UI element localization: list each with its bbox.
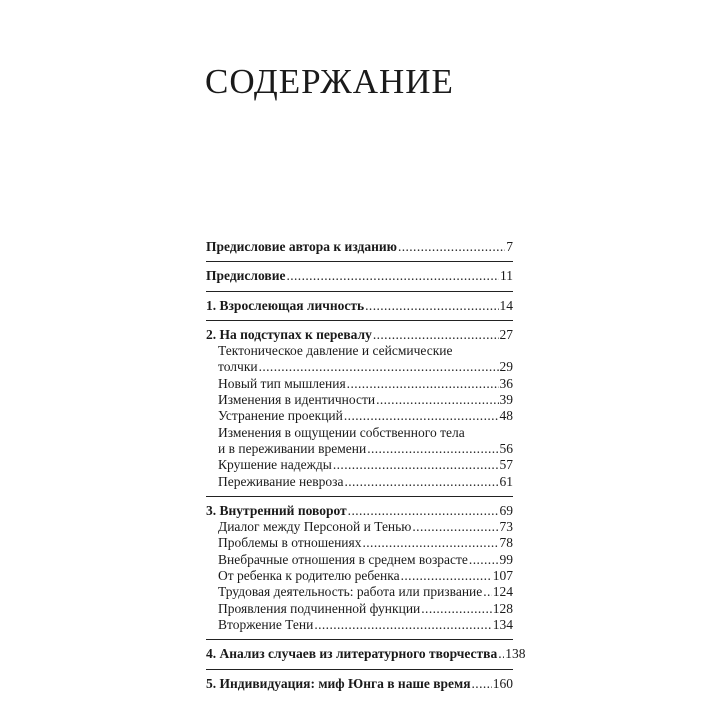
toc-page-number: 29 <box>499 359 513 375</box>
dot-leader <box>286 268 499 284</box>
toc-page-number: 78 <box>499 535 513 551</box>
toc-page-number: 27 <box>499 326 513 342</box>
toc-chapter-entry[interactable] <box>206 676 513 692</box>
table-of-contents <box>206 239 526 704</box>
toc-page-number: 36 <box>499 375 513 391</box>
toc-chapter-entry[interactable] <box>206 503 513 519</box>
toc-subsection-entry[interactable] <box>206 601 513 617</box>
dot-leader <box>472 676 492 692</box>
dot-leader <box>344 474 498 490</box>
toc-subsection-entry[interactable] <box>206 408 513 424</box>
toc-entry-label: Вторжение Тени <box>218 616 314 632</box>
toc-page-number: 73 <box>499 519 513 535</box>
toc-section <box>206 268 513 291</box>
toc-page-number: 99 <box>499 551 513 567</box>
dot-leader <box>259 359 499 375</box>
dot-leader <box>314 617 491 633</box>
dot-leader <box>373 327 499 343</box>
toc-chapter-entry[interactable] <box>206 298 513 314</box>
toc-entry-label: 1. Взрослеющая личность <box>206 297 365 313</box>
toc-entry-label: Предисловие автора к изданию <box>206 239 397 254</box>
dot-leader <box>348 503 499 519</box>
toc-subsection-entry[interactable] <box>206 474 513 490</box>
toc-entry-label: От ребенка к родителю ребенка <box>218 568 400 584</box>
dot-leader <box>469 552 499 568</box>
toc-entry-label: Трудовая деятельность: работа или призвание <box>218 584 483 600</box>
toc-subsection-entry[interactable] <box>206 568 513 584</box>
dot-leader <box>401 568 492 584</box>
dot-leader <box>376 392 498 408</box>
toc-section <box>206 503 513 640</box>
toc-subsection-entry[interactable] <box>206 376 513 392</box>
toc-subsection-entry[interactable] <box>206 617 513 633</box>
toc-section <box>206 298 513 321</box>
toc-entry-label: и в переживании времени <box>218 440 367 456</box>
dot-leader <box>363 535 499 551</box>
toc-page-number: 160 <box>492 675 513 691</box>
toc-page-number: 48 <box>499 408 513 424</box>
toc-page-number: 11 <box>500 268 513 284</box>
toc-subsection-entry[interactable] <box>206 457 513 473</box>
toc-page-number: 107 <box>492 568 513 584</box>
toc-entry-label: Переживание невроза <box>218 473 344 489</box>
toc-chapter-entry[interactable] <box>206 646 526 662</box>
toc-entry-label: Новый тип мышления <box>218 375 346 391</box>
toc-entry-label: 5. Индивидуация: миф Юнга в наше время <box>206 675 471 691</box>
toc-section <box>206 676 513 698</box>
toc-entry-label: Диалог между Персоной и Тенью <box>218 519 412 535</box>
toc-subsection-entry[interactable] <box>206 359 513 375</box>
toc-entry-label: Крушение надежды <box>218 457 332 473</box>
toc-chapter-entry[interactable] <box>206 239 513 255</box>
toc-subsection-entry[interactable] <box>206 552 513 568</box>
dot-leader <box>498 646 504 662</box>
toc-page-number: 124 <box>492 584 513 600</box>
toc-page-number: 69 <box>499 502 513 518</box>
toc-chapter-entry[interactable] <box>206 327 513 343</box>
toc-page-number: 56 <box>499 440 513 456</box>
toc-page-number: 14 <box>499 297 513 313</box>
dot-leader <box>333 457 499 473</box>
toc-entry-label: 3. Внутренний поворот <box>206 502 347 518</box>
toc-page-number: 138 <box>505 646 526 662</box>
toc-page-number: 61 <box>499 473 513 489</box>
dot-leader <box>347 376 499 392</box>
toc-entry-label: 4. Анализ случаев из литературного творчества <box>206 646 498 662</box>
dot-leader <box>483 584 491 600</box>
toc-subsection-entry[interactable] <box>206 441 513 457</box>
toc-entry-label: толчки <box>218 359 258 375</box>
dot-leader <box>421 601 491 617</box>
toc-page-number: 128 <box>492 600 513 616</box>
toc-section <box>206 327 513 497</box>
toc-entry-label-line: Тектоническое давление и сейсмические <box>218 343 453 359</box>
toc-subsection-entry[interactable] <box>206 519 513 535</box>
toc-subsection-entry[interactable] <box>206 584 513 600</box>
toc-entry-label: Внебрачные отношения в среднем возрасте <box>218 551 468 567</box>
toc-chapter-entry[interactable] <box>206 268 513 284</box>
toc-entry-label: Устранение проекций <box>218 408 343 424</box>
toc-subsection-entry[interactable] <box>206 535 513 551</box>
toc-entry-label: Проблемы в отношениях <box>218 535 362 551</box>
dot-leader <box>344 408 499 424</box>
toc-entry-label: 2. На подступах к перевалу <box>206 326 372 342</box>
toc-page-number: 39 <box>499 392 513 408</box>
toc-page-number: 7 <box>506 239 513 254</box>
toc-entry-label: Предисловие <box>206 268 286 284</box>
toc-subsection-entry[interactable] <box>206 392 513 408</box>
dot-leader <box>367 441 498 457</box>
toc-page-number: 57 <box>499 457 513 473</box>
dot-leader <box>365 298 498 314</box>
page-title: СОДЕРЖАНИЕ <box>205 62 454 101</box>
toc-entry-label: Проявления подчиненной функции <box>218 600 421 616</box>
toc-section <box>206 239 513 262</box>
toc-entry-label-line: Изменения в ощущении собственного тела <box>218 424 465 440</box>
dot-leader <box>412 519 498 535</box>
dot-leader <box>398 239 505 255</box>
toc-entry-label: Изменения в идентичности <box>218 392 376 408</box>
toc-page-number: 134 <box>492 616 513 632</box>
toc-section <box>206 646 526 669</box>
